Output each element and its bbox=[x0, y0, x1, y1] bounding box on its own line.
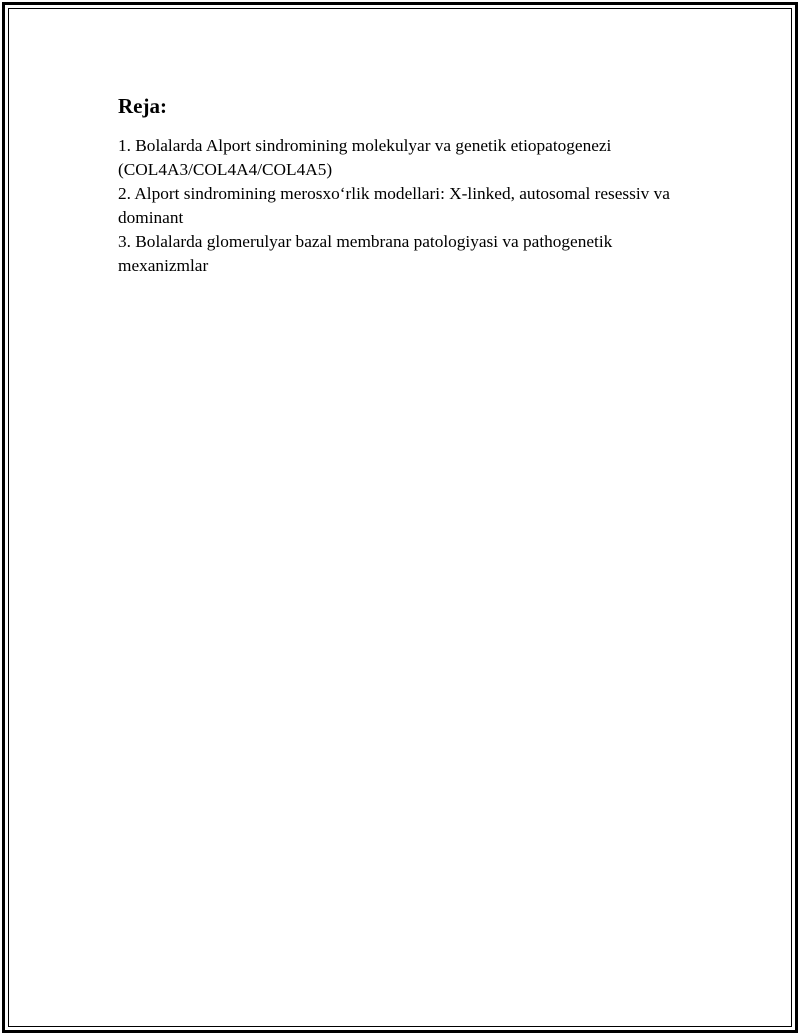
plan-item-2: 2. Alport sindromining merosxo‘rlik modellari: X-linked, autosomal resessiv va dominant bbox=[118, 184, 670, 227]
plan-heading: Reja: bbox=[118, 94, 167, 118]
plan-item-1: 1. Bolalarda Alport sindromining molekulyar va genetik etiopatogenezi (COL4A3/COL4A4/COL4A5) bbox=[118, 136, 612, 179]
document-body bbox=[118, 92, 698, 278]
plan-item-3: 3. Bolalarda glomerulyar bazal membrana patologiyasi va pathogenetik mexanizmlar bbox=[118, 232, 613, 275]
plan-list bbox=[118, 134, 698, 278]
